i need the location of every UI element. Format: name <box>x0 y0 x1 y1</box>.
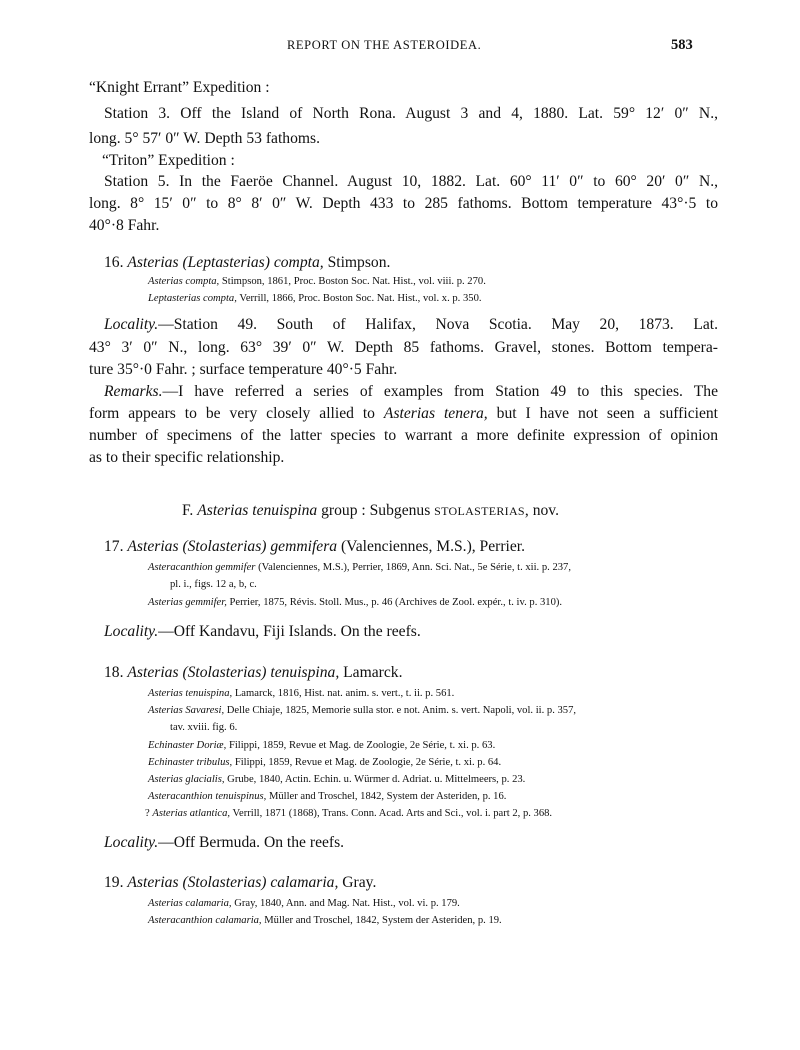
synonym-ref-cont: pl. i., figs. 12 a, b, c. <box>170 579 257 590</box>
running-title: REPORT ON THE ASTEROIDEA. <box>287 38 482 52</box>
synonym-ref <box>148 276 486 287</box>
synonym-ref <box>148 915 502 926</box>
triton-station-line-1: Station 5. In the Faeröe Channel. August 10, 1882. Lat. 60° 11′ 0″ to 60° 20′ 0″ N., <box>104 173 718 190</box>
synonym-ref <box>148 774 525 785</box>
synonym-text: (Valenciennes, M.S.), Perrier, 1869, Ann. Sci. Nat., 5e Série, t. xii. p. 237, <box>258 562 571 573</box>
subgenus: (Stolasterias) <box>182 538 267 555</box>
synonym-ref <box>148 898 460 909</box>
author: Lamarck. <box>343 664 403 681</box>
triton-station-line-2: long. 8° 15′ 0″ to 8° 8′ 0″ W. Depth 433 to 285 fathoms. Bottom temperature 43°·5 to <box>89 195 718 212</box>
remarks-line-4: as to their specific relationship. <box>89 449 285 466</box>
species-number: 16. <box>104 254 124 271</box>
subgenus: (Stolasterias) <box>182 664 267 681</box>
synonym-ref <box>148 293 482 304</box>
taxon-name: Asterias tenera, <box>383 405 488 422</box>
locality-text: —Off Bermuda. On the reefs. <box>158 834 345 851</box>
locality-label: Locality. <box>104 834 159 851</box>
synonym-name: Asterias glacialis, <box>148 774 225 785</box>
locality-label: Locality. <box>104 316 159 333</box>
synonym-ref <box>148 757 501 768</box>
synonym-name: Echinaster tribulus, <box>148 757 233 768</box>
species-number: 18. <box>104 664 124 681</box>
synonym-name: Asterias compta, <box>148 276 220 287</box>
locality-line <box>104 623 421 641</box>
synonym-ref-cont: tav. xviii. fig. 6. <box>170 722 238 733</box>
locality-label: Locality. <box>104 623 159 640</box>
triton-station-line-3: 40°·8 Fahr. <box>89 217 160 234</box>
synonym-text: Verrill, 1866, Proc. Boston Soc. Nat. Hist., vol. x. p. 350. <box>239 293 482 304</box>
genus: Asterias <box>127 254 179 271</box>
locality-line-2: 43° 3′ 0″ N., long. 63° 39′ 0″ W. Depth 85 fathoms. Gravel, stones. Bottom tempera- <box>89 339 718 356</box>
synonym-ref <box>148 688 454 699</box>
synonym-name: Asteracanthion calamaria, <box>148 915 262 926</box>
synonym-ref <box>148 791 506 802</box>
synonym-ref <box>148 562 571 573</box>
synonym-text: Lamarck, 1816, Hist. nat. anim. s. vert., t. ii. p. 561. <box>234 688 455 699</box>
author: Gray. <box>342 874 377 891</box>
locality-line <box>104 834 344 852</box>
species-name: tenuispina, <box>270 664 340 681</box>
knight-errant-heading: “Knight Errant” Expedition : <box>89 79 270 96</box>
subgenus: (Leptasterias) <box>182 254 270 271</box>
subgenus: (Stolasterias) <box>182 874 267 891</box>
species-name: calamaria, <box>270 874 339 891</box>
locality-text: —Off Kandavu, Fiji Islands. On the reefs. <box>158 623 421 640</box>
synonym-name: Leptasterias compta, <box>148 293 237 304</box>
triton-heading: “Triton” Expedition : <box>102 152 235 169</box>
group-letter: F. <box>182 502 194 519</box>
synonym-name: Asteracanthion tenuispinus, <box>148 791 267 802</box>
synonym-ref <box>145 808 552 819</box>
remarks-text: but I have not seen a sufficient <box>487 405 718 422</box>
remarks-label: Remarks. <box>104 383 163 400</box>
group-heading <box>182 502 559 520</box>
species-16-heading <box>104 254 390 272</box>
synonym-name: Asteracanthion gemmifer <box>148 562 256 573</box>
species-name: compta, <box>273 254 324 271</box>
genus: Asterias <box>127 874 179 891</box>
page-number: 583 <box>671 37 693 53</box>
knight-station-line-1: Station 3. Off the Island of North Rona. August 3 and 4, 1880. Lat. 59° 12′ 0″ N., <box>104 105 718 122</box>
locality-line-1 <box>104 316 718 334</box>
subgenus-name: STOLASTERIAS <box>434 504 525 518</box>
synonym-name: Asterias gemmifer, <box>148 597 227 608</box>
synonym-name: Asterias Savaresi, <box>148 705 225 716</box>
remarks-line-2 <box>89 405 718 423</box>
synonym-text: Verrill, 1871 (1868), Trans. Conn. Acad. Arts and Sci., vol. i. part 2, p. 368. <box>232 808 553 819</box>
synonym-ref <box>148 705 576 716</box>
synonym-text: Stimpson, 1861, Proc. Boston Soc. Nat. Hist., vol. viii. p. 270. <box>221 276 486 287</box>
species-number: 19. <box>104 874 124 891</box>
group-nov: , nov. <box>524 502 559 519</box>
remarks-line-3: number of specimens of the latter species to warrant a more definite expression of opinion <box>89 427 718 444</box>
locality-line-3: ture 35°·0 Fahr. ; surface temperature 40°·5 Fahr. <box>89 361 398 378</box>
synonym-text: Müller and Troschel, 1842, System der Asteriden, p. 16. <box>268 791 507 802</box>
synonym-name: Asterias atlantica, <box>152 808 231 819</box>
synonym-text: Müller and Troschel, 1842, System der Asteriden, p. 19. <box>264 915 502 926</box>
synonym-ref <box>148 597 562 608</box>
locality-text: —Station 49. South of Halifax, Nova Scotia. May 20, 1873. Lat. <box>158 316 718 333</box>
remarks-text: form appears to be very closely allied to <box>89 405 384 422</box>
group-text: group : Subgenus <box>317 502 435 519</box>
species-19-heading <box>104 874 376 892</box>
synonym-text: Delle Chiaje, 1825, Memorie sulla stor. e not. Anim. s. vert. Napoli, vol. ii. p. 357, <box>226 705 577 716</box>
author: (Valenciennes, M.S.), Perrier. <box>340 538 526 555</box>
query-mark: ? <box>145 808 150 819</box>
synonym-text: Perrier, 1875, Révis. Stoll. Mus., p. 46 (Archives de Zool. expér., t. iv. p. 310). <box>229 597 563 608</box>
species-17-heading <box>104 538 525 556</box>
genus: Asterias <box>127 664 179 681</box>
species-number: 17. <box>104 538 124 555</box>
synonym-name: Asterias calamaria, <box>148 898 232 909</box>
synonym-text: Filippi, 1859, Revue et Mag. de Zoologie, 2e Série, t. xi. p. 64. <box>234 757 502 768</box>
remarks-line-1 <box>104 383 718 401</box>
synonym-text: Gray, 1840, Ann. and Mag. Nat. Hist., vol. vi. p. 179. <box>234 898 460 909</box>
author: Stimpson. <box>327 254 391 271</box>
synonym-text: Filippi, 1859, Revue et Mag. de Zoologie, 2e Série, t. xi. p. 63. <box>228 740 496 751</box>
remarks-text: —I have referred a series of examples from Station 49 to this species. The <box>162 383 718 400</box>
synonym-name: Asterias tenuispina, <box>148 688 233 699</box>
species-name: gemmifera <box>270 538 338 555</box>
genus: Asterias <box>127 538 179 555</box>
synonym-ref <box>148 740 495 751</box>
species-18-heading <box>104 664 402 682</box>
synonym-name: Echinaster Doriæ, <box>148 740 227 751</box>
knight-station-line-2: long. 5° 57′ 0″ W. Depth 53 fathoms. <box>89 130 320 147</box>
group-taxon: Asterias tenuispina <box>197 502 318 519</box>
synonym-text: Grube, 1840, Actin. Echin. u. Würmer d. Adriat. u. Mittelmeers, p. 23. <box>227 774 526 785</box>
